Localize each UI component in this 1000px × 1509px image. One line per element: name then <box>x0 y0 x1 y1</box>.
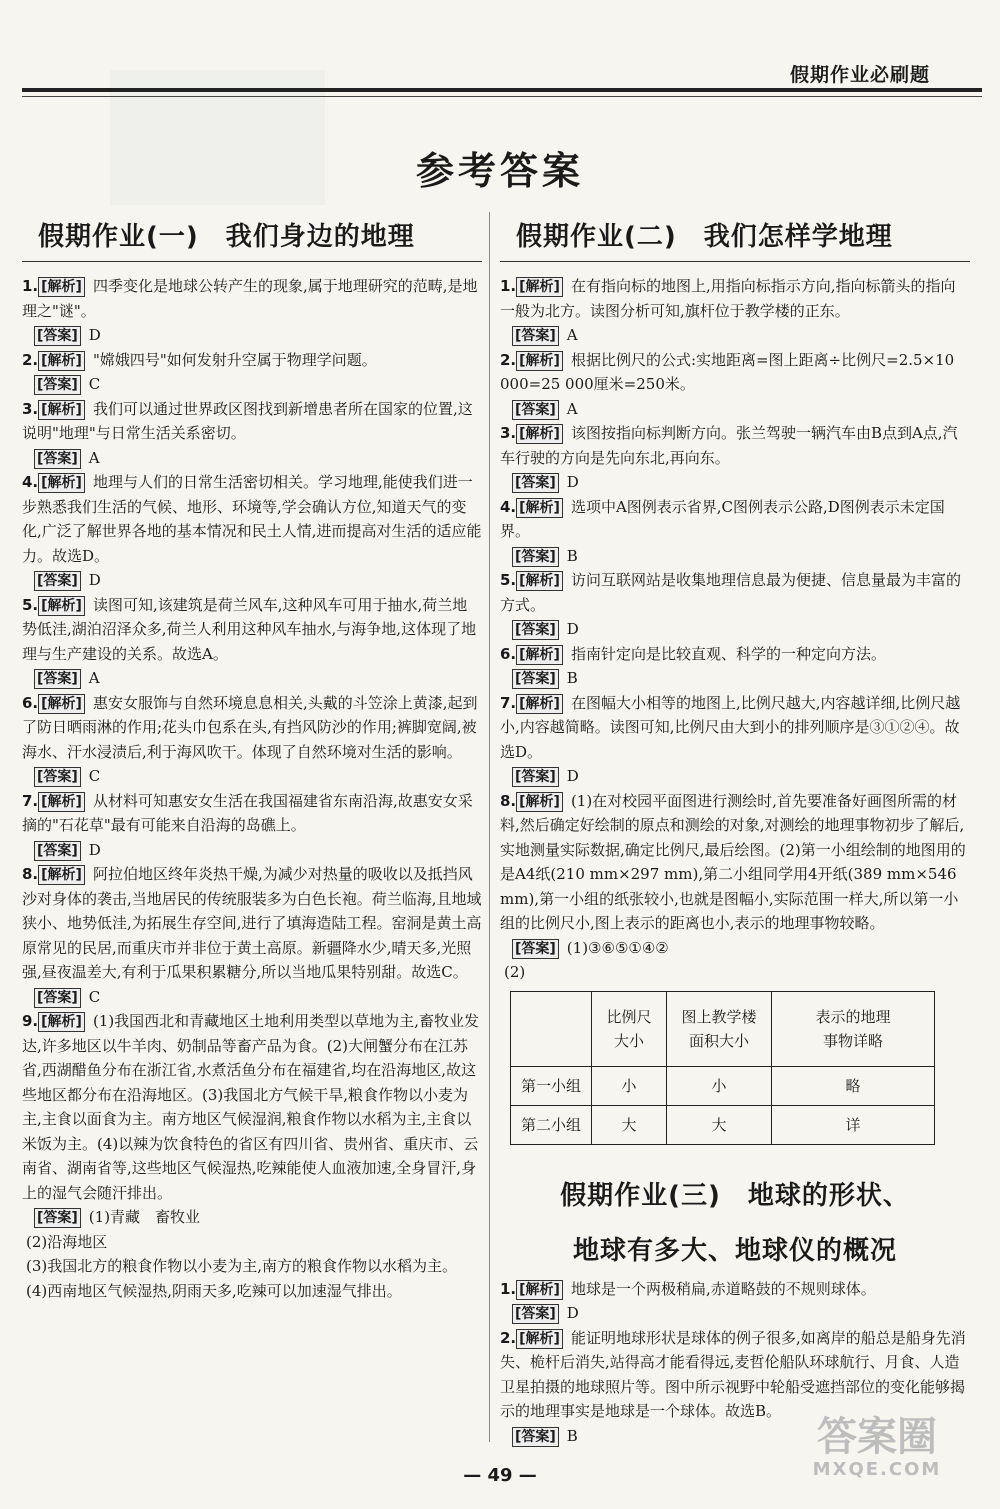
analysis-tag: [解析] <box>38 351 85 371</box>
answer-item <box>500 642 970 691</box>
answer-value: D <box>88 326 101 344</box>
answer-line <box>22 446 482 471</box>
answer-item <box>500 789 970 961</box>
answer-line <box>22 985 482 1010</box>
answer-value: D <box>88 571 101 589</box>
item-number: 1. <box>500 277 517 295</box>
answer-tag: [答案] <box>512 939 559 959</box>
analysis-tag: [解析] <box>38 865 85 885</box>
table-header-cell: 比例尺 大小 <box>592 991 667 1066</box>
analysis-text: 访问互联网站是收集地理信息最为便捷、信息量最为丰富的方式。 <box>500 571 961 614</box>
analysis-paragraph <box>500 642 970 667</box>
answer-line <box>22 838 482 863</box>
answer-tag: [答案] <box>34 767 81 787</box>
item-number: 8. <box>22 865 39 883</box>
answer-tag: [答案] <box>34 841 81 861</box>
header-rule-thin <box>22 96 982 97</box>
table-cell: 大 <box>592 1105 667 1144</box>
answer-value: (1)青藏 畜牧业 <box>88 1208 201 1226</box>
analysis-tag: [解析] <box>516 645 563 665</box>
answer-tag: [答案] <box>512 620 559 640</box>
left-column <box>22 212 482 1303</box>
item-number: 4. <box>500 497 517 516</box>
table-cell: 大 <box>667 1105 772 1144</box>
table-label: (2) <box>504 963 526 981</box>
analysis-paragraph <box>500 1326 970 1424</box>
answer-item <box>22 274 482 348</box>
analysis-text: 指南针定向是比较直观、科学的一种定向方法。 <box>570 644 886 663</box>
section-one-title: 假期作业(一) 我们身边的地理 <box>22 212 482 262</box>
answer-tag: [答案] <box>34 1208 81 1228</box>
answer-value: C <box>88 375 101 393</box>
answer-value: C <box>88 767 101 785</box>
answer-line <box>500 544 970 569</box>
answer-item <box>22 593 482 691</box>
page-title: 参考答案 <box>415 148 584 193</box>
answer-item <box>22 348 482 397</box>
table-header-cell <box>511 991 592 1066</box>
answer-value: C <box>88 987 101 1006</box>
item-number: 3. <box>22 399 39 418</box>
watermark-sub: MXQE.COM <box>812 1459 942 1480</box>
analysis-tag: [解析] <box>516 1329 563 1349</box>
table-row-label: 第二小组 <box>511 1105 592 1144</box>
answer-continuation: (2)沿海地区 <box>26 1232 108 1251</box>
analysis-paragraph <box>22 397 482 446</box>
analysis-paragraph <box>500 568 970 617</box>
answer-line <box>22 568 482 593</box>
answer-continuation: (4)西南地区气候湿热,阴雨天多,吃辣可以加速湿气排出。 <box>26 1281 402 1300</box>
table-cell: 小 <box>592 1066 667 1105</box>
watermark-main: 答案圈 <box>817 1414 937 1460</box>
section-three <box>500 1175 970 1449</box>
analysis-tag: [解析] <box>38 1012 85 1032</box>
section-three-title-line2: 地球有多大、地球仪的概况 <box>572 1235 897 1266</box>
answer-line <box>500 764 970 789</box>
answer-tag: [答案] <box>34 449 81 469</box>
answer-value: B <box>566 546 578 565</box>
table-header-cell: 图上教学楼 面积大小 <box>667 991 772 1066</box>
answer-item <box>500 1277 970 1326</box>
analysis-text: 阿拉伯地区终年炎热干燥,为减少对热量的吸收以及抵挡风沙对身体的袭击,当地居民的传统服装多为白色长袍。荷兰临海,且地域狭小、地势低洼,为拓展生存空间,进行了填海造陆工程。窑洞是黄土高原常见的民居,而重庆市并非位于黄土高原。新疆降水少,晴天多,光照强,昼夜温差大,有利于瓜果积累糖分,所以当地瓜果特别甜。故选C。 <box>22 865 482 981</box>
answer-item <box>500 495 970 569</box>
page-number: — 49 — <box>463 1465 537 1486</box>
section-two-title: 假期作业(二) 我们怎样学地理 <box>500 212 970 262</box>
item-number: 7. <box>22 791 39 810</box>
item-number: 6. <box>22 693 39 712</box>
analysis-paragraph <box>22 691 482 765</box>
answer-item <box>22 862 482 1009</box>
answer-value: A <box>566 326 578 344</box>
answer-line <box>22 764 482 789</box>
answer-value: A <box>88 669 100 687</box>
analysis-text: (1)在对校园平面图进行测绘时,首先要准备好画图所需的材料,然后确定好绘制的原点和测绘的对象,对测绘的地理事物初步了解后,实地测量实际数据,确定比例尺,最后绘图。(2)第一小组绘制的地图用的是A4纸(210 mm×297 mm),第二小组同学用4开纸(389 mm×546 mm),第一小组的纸张较小,也就是图幅小,实际范围一样大,所以第一小组的比例尺小,图上表示的距离也小,表示的地理事物较略。 <box>500 791 966 932</box>
analysis-tag: [解析] <box>38 400 85 420</box>
answer-value: D <box>566 620 579 638</box>
analysis-text: 惠安女服饰与自然环境息息相关,头戴的斗笠涂上黄漆,起到了防日晒雨淋的作用;花头巾包系在头,有挡风防沙的作用;裤脚宽阔,被海水、汗水浸渍后,利于海风吹干。体现了自然环境对生活的影响。 <box>22 693 478 761</box>
answer-item <box>22 789 482 863</box>
analysis-text: 四季变化是地球公转产生的现象,属于地理研究的范畴,是地理之"谜"。 <box>22 277 478 320</box>
answer-item <box>22 1009 482 1230</box>
answer-tag: [答案] <box>512 400 559 420</box>
analysis-paragraph <box>500 691 970 765</box>
answer-item <box>500 274 970 348</box>
table-row <box>511 1066 935 1105</box>
answer-value: D <box>566 473 579 491</box>
answer-item <box>22 470 482 593</box>
answer-item <box>22 691 482 789</box>
analysis-paragraph <box>22 470 482 568</box>
analysis-paragraph <box>500 421 970 470</box>
analysis-paragraph <box>500 1277 970 1302</box>
answer-tag: [答案] <box>512 767 559 787</box>
answer-tag: [答案] <box>34 571 81 591</box>
answer-continuation: (3)我国北方的粮食作物以小麦为主,南方的粮食作物以水稻为主。 <box>26 1257 458 1275</box>
section-two-items <box>500 274 970 960</box>
item-number: 1. <box>500 1279 517 1298</box>
analysis-tag: [解析] <box>38 792 85 812</box>
answer-item <box>500 568 970 642</box>
table-cell: 小 <box>667 1066 772 1105</box>
answer-tag: [答案] <box>512 473 559 493</box>
table-header-row <box>511 991 935 1066</box>
item-number: 4. <box>22 473 39 491</box>
item-number: 5. <box>22 595 39 614</box>
analysis-text: 地球是一个两极稍扁,赤道略鼓的不规则球体。 <box>570 1279 876 1298</box>
item-number: 6. <box>500 644 517 663</box>
analysis-paragraph <box>22 593 482 667</box>
analysis-text: (1)我国西北和青藏地区土地利用类型以草地为主,畜牧业发达,许多地区以牛羊肉、奶制品等畜产品为食。(2)大闸蟹分布在江苏省,西湖醋鱼分布在浙江省,水煮活鱼分布在福建省,均在沿海地区,故这些地区都分布在沿海地区。(3)我国北方气候干旱,粮食作物以小麦为主,主食以面食为主。南方地区气候湿润,粮食作物以水稻为主,主食以米饭为主。(4)以辣为饮食特色的省区有四川省、贵州省、重庆市、云南省、湖南省等,这些地区气候湿热,吃辣能使人血液加速,全身冒汗,身上的湿气会随汗排出。 <box>22 1012 479 1202</box>
analysis-paragraph <box>500 789 970 936</box>
answer-line <box>500 617 970 642</box>
analysis-tag: [解析] <box>38 277 85 297</box>
answer-value: B <box>566 669 578 687</box>
section-one-extra <box>22 1230 482 1304</box>
answer-item <box>500 348 970 422</box>
analysis-text: "嫦娥四号"如何发射升空属于物理学问题。 <box>92 350 377 369</box>
column-divider <box>489 212 490 1442</box>
answer-line <box>22 323 482 348</box>
analysis-text: 地理与人们的日常生活密切相关。学习地理,能使我们进一步熟悉我们生活的气候、地形、环境等,学会确认方位,知道天气的变化,广泛了解世界各地的基本情况和民土人情,进而提高对生活的适应能力。故选D。 <box>22 473 482 565</box>
answer-line <box>500 397 970 422</box>
analysis-tag: [解析] <box>516 424 563 444</box>
analysis-paragraph <box>500 348 970 397</box>
answer-value: A <box>88 448 100 467</box>
table-header-cell: 表示的地理 事物详略 <box>772 991 935 1066</box>
answer-value: D <box>566 767 579 785</box>
analysis-paragraph <box>22 1009 482 1205</box>
analysis-tag: [解析] <box>516 571 563 591</box>
table-row-label: 第一小组 <box>511 1066 592 1105</box>
table-cell: 略 <box>772 1066 935 1105</box>
analysis-tag: [解析] <box>516 277 563 297</box>
analysis-tag: [解析] <box>38 596 85 616</box>
analysis-paragraph <box>22 274 482 323</box>
analysis-tag: [解析] <box>516 351 563 371</box>
answer-item <box>22 397 482 471</box>
analysis-text: 读图可知,该建筑是荷兰风车,这种风车可用于抽水,荷兰地势低洼,湖泊沼泽众多,荷兰人利用这种风车抽水,与海争地,这体现了地理与生产建设的关系。故选A。 <box>22 595 477 663</box>
answer-line <box>500 470 970 495</box>
analysis-paragraph <box>22 789 482 838</box>
item-number: 2. <box>22 350 39 369</box>
analysis-tag: [解析] <box>516 498 563 518</box>
analysis-paragraph <box>500 274 970 323</box>
item-number: 9. <box>22 1012 39 1030</box>
answer-line <box>22 666 482 691</box>
item-number: 3. <box>500 424 517 442</box>
section-one-items <box>22 274 482 1230</box>
analysis-paragraph <box>500 495 970 544</box>
item-number: 2. <box>500 350 517 369</box>
analysis-text: 从材料可知惠安女生活在我国福建省东南沿海,故惠安女采摘的"石花草"最有可能来自沿海的岛礁上。 <box>22 791 473 834</box>
analysis-text: 在有指向标的地图上,用指向标指示方向,指向标箭头的指向一般为北方。读图分析可知,旗杆位于教学楼的正东。 <box>500 277 956 320</box>
answer-value: D <box>88 840 101 859</box>
analysis-paragraph <box>22 348 482 373</box>
item-number: 7. <box>500 693 517 712</box>
analysis-tag: [解析] <box>38 694 85 714</box>
item-number: 5. <box>500 571 517 589</box>
answer-tag: [答案] <box>34 669 81 689</box>
answer-tag: [答案] <box>34 326 81 346</box>
answer-tag: [答案] <box>34 988 81 1008</box>
answer-line <box>500 936 970 961</box>
answer-tag: [答案] <box>512 547 559 567</box>
item-number: 8. <box>500 791 517 810</box>
analysis-text: 能证明地球形状是球体的例子很多,如离岸的船总是船身先消失、桅杆后消失,站得高才能看得远,麦哲伦船队环球航行、月食、人造卫星拍摄的地球照片等。图中所示视野中轮船受遮挡部位的变化能够揭示的地理事实是地球是一个球体。故选B。 <box>500 1328 966 1420</box>
analysis-text: 该图按指向标判断方向。张兰驾驶一辆汽车由B点到A点,汽车行驶的方向是先向东北,再向东。 <box>500 424 958 467</box>
analysis-tag: [解析] <box>38 473 85 493</box>
answer-value: B <box>566 1426 578 1445</box>
answer-value: A <box>566 399 578 418</box>
answer-tag: [答案] <box>34 375 81 395</box>
item-number: 1. <box>22 277 39 295</box>
table-row <box>511 1105 935 1144</box>
header-rule <box>22 88 982 92</box>
analysis-tag: [解析] <box>516 792 563 812</box>
analysis-text: 在图幅大小相等的地图上,比例尺越大,内容越详细,比例尺越小,内容越简略。读图可知,比例尺由大到小的排列顺序是③①②④。故选D。 <box>500 693 961 761</box>
answer-item <box>500 691 970 789</box>
analysis-text: 我们可以通过世界政区图找到新增患者所在国家的位置,这说明"地理"与日常生活关系密切。 <box>22 399 473 442</box>
answer-item <box>500 421 970 495</box>
answer-tag: [答案] <box>512 1304 559 1324</box>
comparison-table <box>510 991 935 1145</box>
header-series-title: 假期作业必刷题 <box>789 64 930 86</box>
right-column <box>500 212 970 1448</box>
answer-line <box>22 372 482 397</box>
answer-tag: [答案] <box>512 669 559 689</box>
table-cell: 详 <box>772 1105 935 1144</box>
answer-tag: [答案] <box>512 1427 559 1447</box>
analysis-text: 选项中A图例表示省界,C图例表示公路,D图例表示未定国界。 <box>500 497 945 540</box>
answer-tag: [答案] <box>512 326 559 346</box>
analysis-tag: [解析] <box>516 694 563 714</box>
answer-line <box>500 666 970 691</box>
answer-line <box>500 1301 970 1326</box>
answer-value: D <box>566 1304 579 1322</box>
answer-line <box>500 323 970 348</box>
section-three-title-line1: 假期作业(三) 地球的形状、 <box>560 1180 910 1211</box>
analysis-text: 根据比例尺的公式:实地距离=图上距离÷比例尺=2.5×10 000=25 000厘米=250米。 <box>500 350 955 393</box>
answer-value: (1)③⑥⑤①④② <box>566 938 669 957</box>
analysis-tag: [解析] <box>516 1280 563 1300</box>
answer-line <box>22 1205 482 1230</box>
item-number: 2. <box>500 1328 517 1347</box>
analysis-paragraph <box>22 862 482 985</box>
